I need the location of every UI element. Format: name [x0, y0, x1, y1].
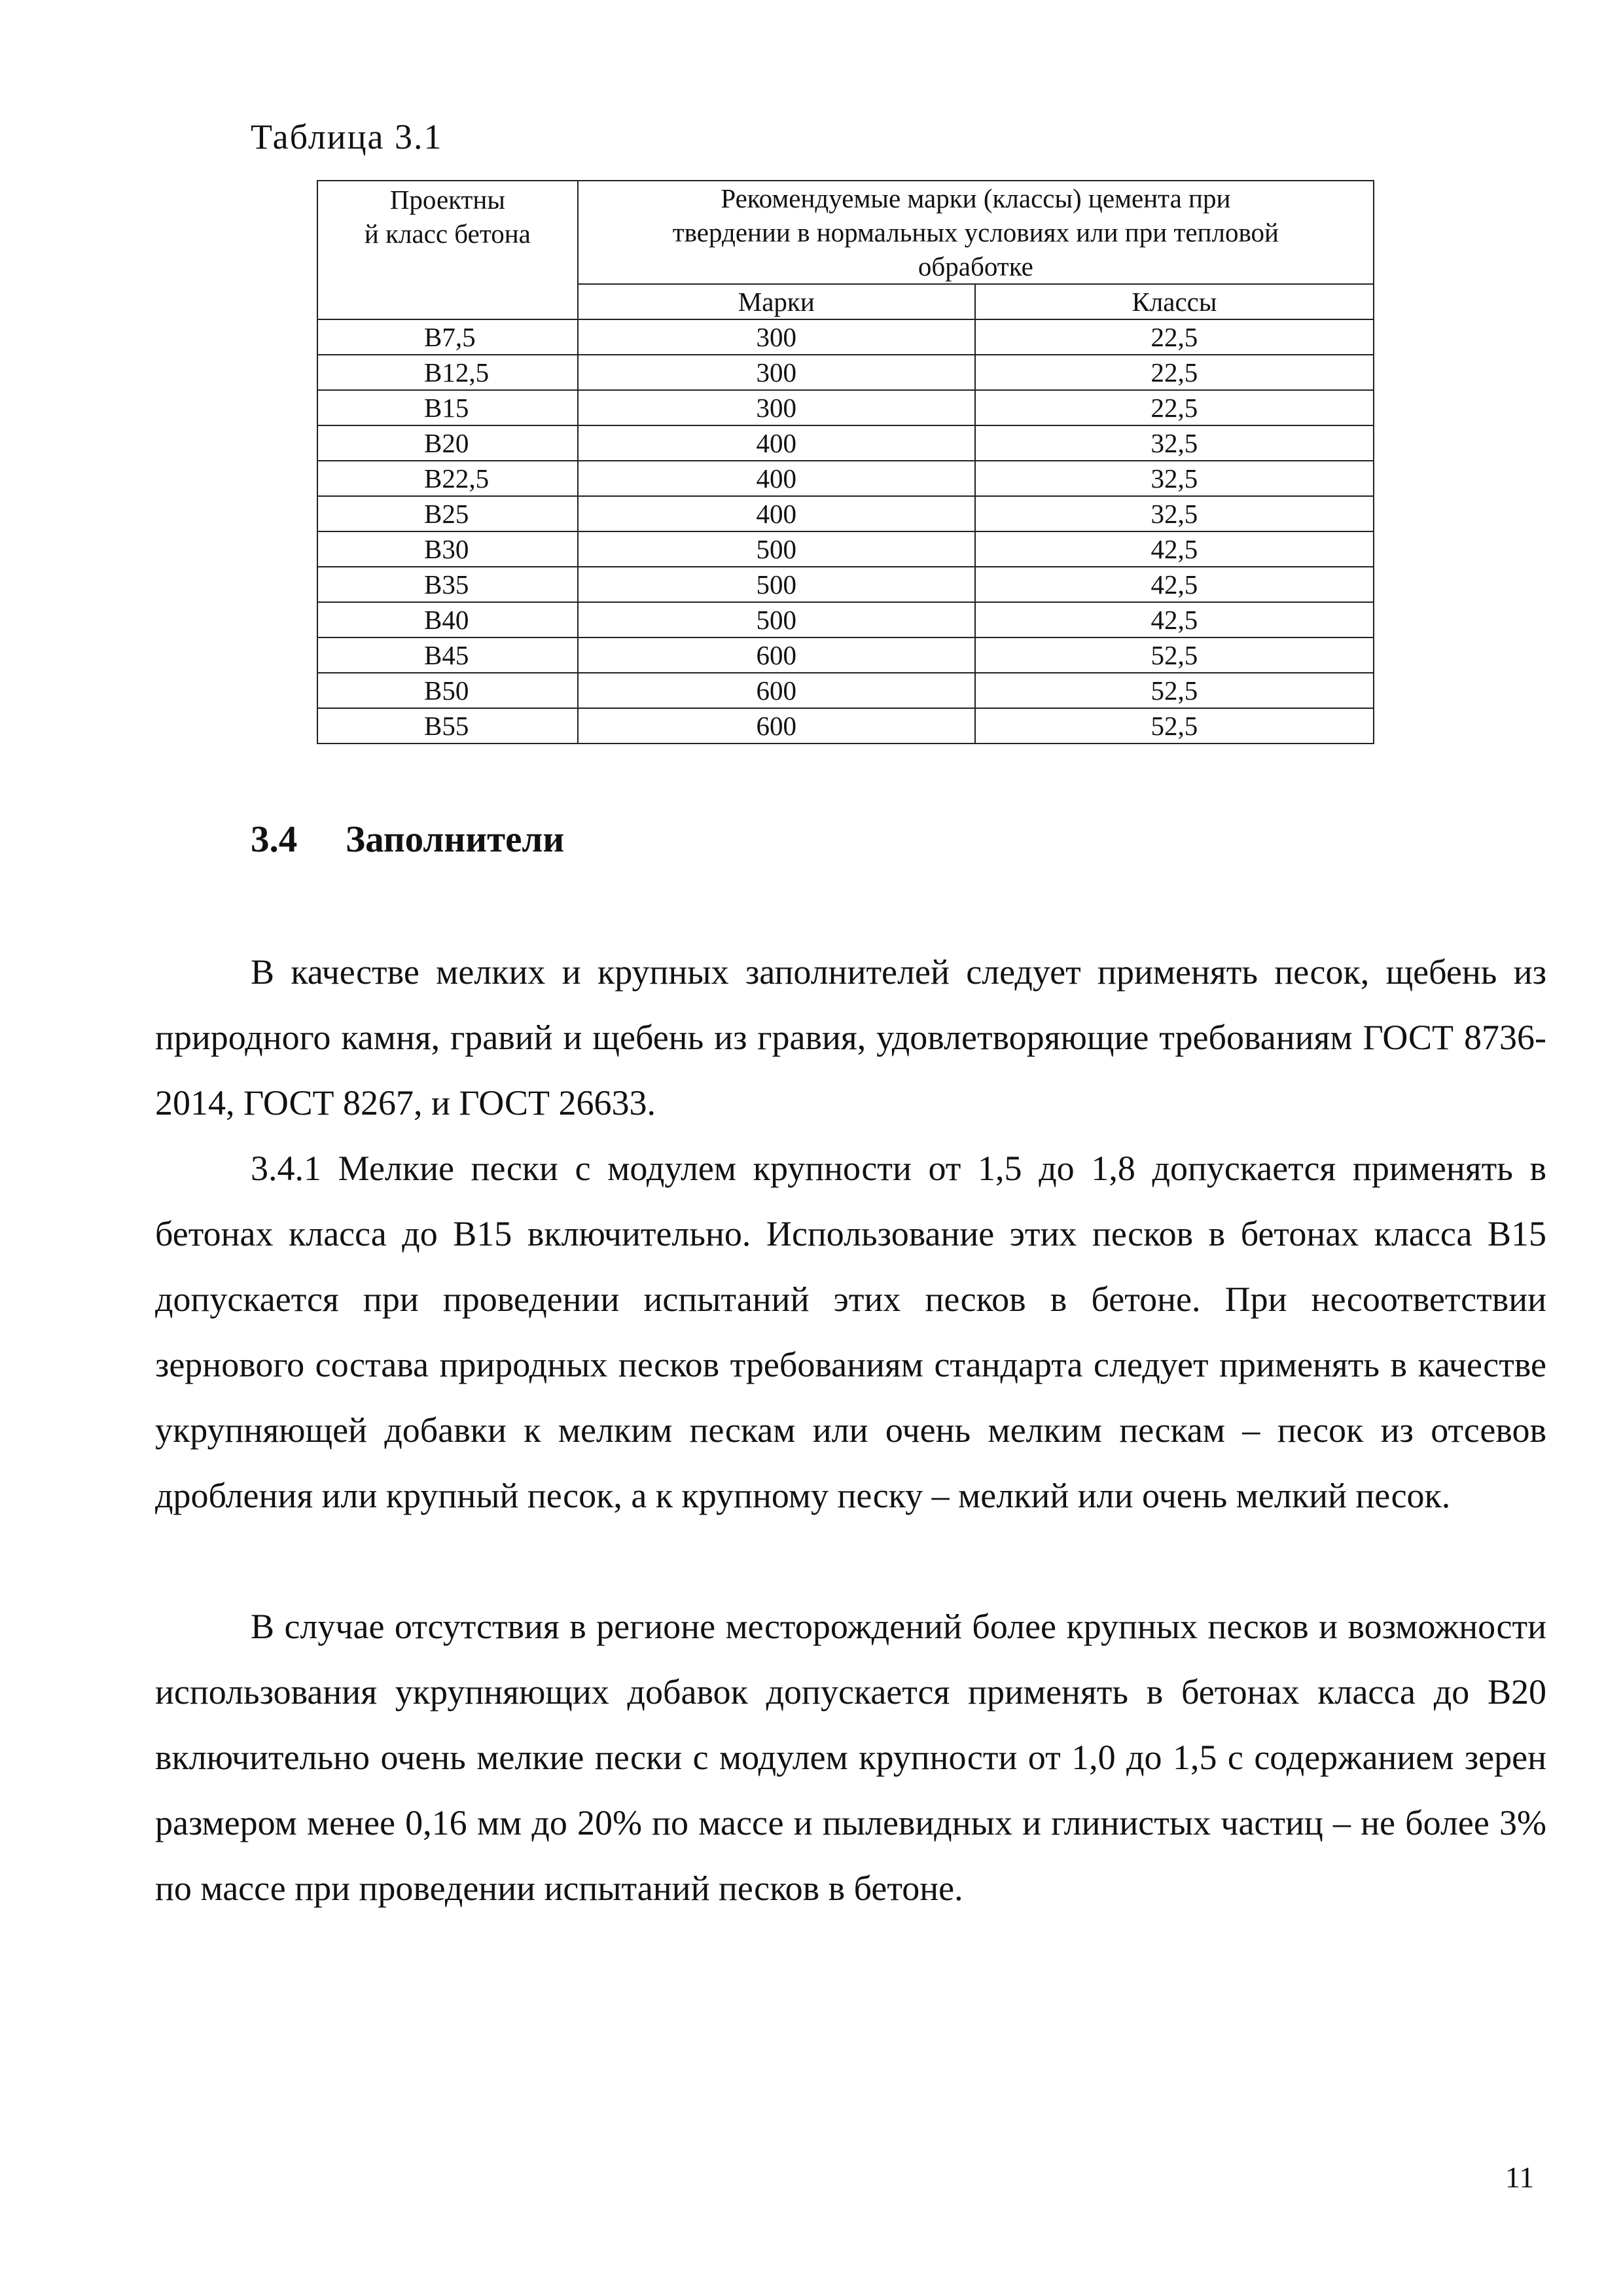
cement-class-cell: 32,5	[975, 425, 1374, 461]
cement-class-cell: 42,5	[975, 602, 1374, 637]
paragraph-text: В качестве мелких и крупных заполнителей следует применять песок, щебень из природного камня, гравий и щебень из гравия, удовлетворяющие требованиям ГОСТ 8736-2014, ГОСТ 8267, и ГОСТ 26633.	[155, 952, 1546, 1122]
table-caption: Таблица 3.1	[251, 117, 443, 156]
table-row	[317, 567, 1374, 602]
cement-mark-cell: 300	[578, 355, 975, 390]
table-row	[317, 355, 1374, 390]
cement-mark-cell: 600	[578, 673, 975, 708]
paragraph-2	[155, 1136, 1546, 1528]
cement-mark-cell: 500	[578, 567, 975, 602]
cement-class-cell: 32,5	[975, 461, 1374, 496]
header-recommended-cement	[578, 181, 1374, 284]
cement-class-cell: 32,5	[975, 496, 1374, 531]
cement-class-cell: 52,5	[975, 637, 1374, 673]
header-concrete-class-line1: Проектны	[389, 185, 505, 215]
cement-mark-cell: 400	[578, 461, 975, 496]
header-concrete-class-line2: й класс бетона	[364, 219, 531, 249]
table-row	[317, 708, 1374, 744]
cement-mark-cell: 600	[578, 637, 975, 673]
section-number: 3.4	[251, 819, 298, 860]
concrete-class-cell: В15	[317, 390, 578, 425]
table-row	[317, 496, 1374, 531]
header-recommended-line3: обработке	[918, 251, 1033, 281]
concrete-class-cell: В12,5	[317, 355, 578, 390]
concrete-class-cell: В40	[317, 602, 578, 637]
table-row	[317, 461, 1374, 496]
table-row	[317, 673, 1374, 708]
cement-mark-cell: 500	[578, 531, 975, 567]
table-row	[317, 637, 1374, 673]
concrete-class-cell: В55	[317, 708, 578, 744]
cement-mark-cell: 300	[578, 390, 975, 425]
concrete-class-cell: В20	[317, 425, 578, 461]
cement-class-cell: 22,5	[975, 390, 1374, 425]
concrete-class-cell: В25	[317, 496, 578, 531]
page-number: 11	[1505, 2161, 1535, 2194]
cement-class-cell: 42,5	[975, 531, 1374, 567]
subheader-marks: Марки	[578, 284, 975, 319]
table-row	[317, 319, 1374, 355]
concrete-class-cell: В35	[317, 567, 578, 602]
cement-class-cell: 52,5	[975, 708, 1374, 744]
section-heading	[251, 818, 564, 861]
section-title: Заполнители	[346, 819, 565, 860]
cement-class-cell: 52,5	[975, 673, 1374, 708]
paragraph-3	[155, 1594, 1546, 1921]
subheader-classes: Классы	[975, 284, 1374, 319]
paragraph-1	[155, 939, 1546, 1136]
concrete-class-cell: В7,5	[317, 319, 578, 355]
concrete-class-cell: В45	[317, 637, 578, 673]
cement-class-cell: 22,5	[975, 319, 1374, 355]
cement-mark-cell: 400	[578, 425, 975, 461]
header-concrete-class	[317, 181, 578, 319]
cement-mark-cell: 300	[578, 319, 975, 355]
concrete-class-cell: В50	[317, 673, 578, 708]
cement-mark-cell: 400	[578, 496, 975, 531]
cement-class-cell: 22,5	[975, 355, 1374, 390]
table-row	[317, 390, 1374, 425]
concrete-class-cell: В30	[317, 531, 578, 567]
cement-grades-table	[317, 180, 1374, 744]
paragraph-text: 3.4.1 Мелкие пески с модулем крупности от 1,5 до 1,8 допускается применять в бетонах класса до В15 включительно. Использование этих песков в бетонах класса В15 допускается при проведении испытаний этих песков в бетоне. При несоответствии зернового состава природных песков требованиям стандарта следует применять в качестве укрупняющей добавки к мелким пескам или очень мелким пескам – песок из отсевов дробления или крупный песок, а к крупному песку – мелкий или очень мелкий песок.	[155, 1149, 1546, 1515]
cement-mark-cell: 600	[578, 708, 975, 744]
table-row	[317, 602, 1374, 637]
concrete-class-cell: В22,5	[317, 461, 578, 496]
cement-mark-cell: 500	[578, 602, 975, 637]
table-row	[317, 531, 1374, 567]
header-recommended-line1: Рекомендуемые марки (классы) цемента при	[721, 183, 1231, 213]
table-row	[317, 425, 1374, 461]
paragraph-text: В случае отсутствия в регионе месторождений более крупных песков и возможности использования укрупняющих добавок допускается применять в бетонах класса до В20 включительно очень мелкие пески с модулем крупности от 1,0 до 1,5 с содержанием зерен размером менее 0,16 мм до 20% по массе и пылевидных и глинистых частиц – не более 3% по массе при проведении испытаний песков в бетоне.	[155, 1607, 1546, 1908]
header-recommended-line2: твердении в нормальных условиях или при тепловой	[672, 217, 1279, 247]
cement-class-cell: 42,5	[975, 567, 1374, 602]
